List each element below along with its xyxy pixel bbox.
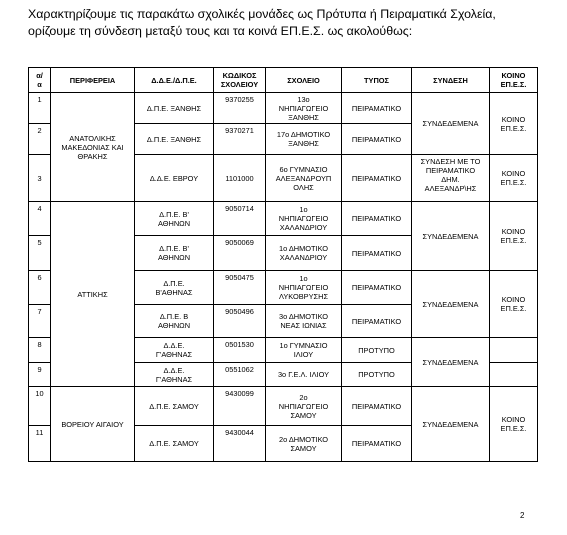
school-cell: 1ο ΝΗΠΙΑΓΩΓΕΙΟ ΛΥΚΟΒΡΥΣΗΣ: [266, 271, 342, 305]
code-cell: 9050496: [214, 305, 266, 338]
code-cell: 9370255: [214, 93, 266, 124]
common-cell: ΚΟΙΝΟ ΕΠ.Ε.Σ.: [490, 93, 538, 155]
row-aa: 10: [29, 387, 51, 426]
school-cell: 1ο ΝΗΠΙΑΓΩΓΕΙΟ ΧΑΛΑΝΔΡΙΟΥ: [266, 202, 342, 236]
school-cell: 3ο Γ.Ε.Λ. ΙΛΙΟΥ: [266, 363, 342, 387]
row-aa: 2: [29, 124, 51, 155]
type-cell: ΠΕΙΡΑΜΑΤΙΚΟ: [342, 202, 412, 236]
dde-cell: Δ.Π.Ε. Β'ΑΘΗΝΑΣ: [135, 271, 214, 305]
row-aa: 11: [29, 426, 51, 462]
header-code: ΚΩΔΙΚΟΣ ΣΧΟΛΕΙΟΥ: [214, 68, 266, 93]
code-cell: 1101000: [214, 155, 266, 202]
row-aa: 4: [29, 202, 51, 236]
header-type: ΤΥΠΟΣ: [342, 68, 412, 93]
region-cell-aigaio: ΒΟΡΕΙΟΥ ΑΙΓΑΙΟΥ: [51, 387, 135, 462]
code-cell: 9430044: [214, 426, 266, 462]
link-cell: ΣΥΝΔΕΔΕΜΕΝΑ: [412, 338, 490, 387]
table-row: [29, 387, 538, 426]
type-cell: ΠΡΟΤΥΠΟ: [342, 363, 412, 387]
header-dde: Δ.Δ.Ε./Δ.Π.Ε.: [135, 68, 214, 93]
row-aa: 3: [29, 155, 51, 202]
row-aa: 6: [29, 271, 51, 305]
schools-table: [28, 67, 538, 462]
school-cell: 1ο ΔΗΜΟΤΙΚΟ ΧΑΛΑΝΔΡΙΟΥ: [266, 236, 342, 271]
dde-cell: Δ.Π.Ε. Β' ΑΘΗΝΩΝ: [135, 202, 214, 236]
dde-cell: Δ.Δ.Ε. ΕΒΡΟΥ: [135, 155, 214, 202]
dde-cell: Δ.Π.Ε. Β ΑΘΗΝΩΝ: [135, 305, 214, 338]
table-row: [29, 93, 538, 124]
common-cell: ΚΟΙΝΟ ΕΠ.Ε.Σ.: [490, 387, 538, 462]
dde-cell: Δ.Π.Ε. Β' ΑΘΗΝΩΝ: [135, 236, 214, 271]
type-cell: ΠΕΙΡΑΜΑΤΙΚΟ: [342, 124, 412, 155]
code-cell: 9370271: [214, 124, 266, 155]
school-cell: 3ο ΔΗΜΟΤΙΚΟ ΝΕΑΣ ΙΩΝΙΑΣ: [266, 305, 342, 338]
type-cell: ΠΕΙΡΑΜΑΤΙΚΟ: [342, 93, 412, 124]
type-cell: ΠΕΙΡΑΜΑΤΙΚΟ: [342, 271, 412, 305]
region-cell-attiki: ΑΤΤΙΚΗΣ: [51, 202, 135, 387]
school-cell: 2ο ΝΗΠΙΑΓΩΓΕΙΟ ΣΑΜΟΥ: [266, 387, 342, 426]
common-cell: ΚΟΙΝΟ ΕΠ.Ε.Σ.: [490, 271, 538, 338]
type-cell: ΠΡΟΤΥΠΟ: [342, 338, 412, 363]
code-cell: 9050475: [214, 271, 266, 305]
header-link: ΣΥΝΔΕΣΗ: [412, 68, 490, 93]
region-cell-macedonia: ΑΝΑΤΟΛΙΚΗΣ ΜΑΚΕΔΟΝΙΑΣ ΚΑΙ ΘΡΑΚΗΣ: [51, 93, 135, 202]
dde-cell: Δ.Π.Ε. ΣΑΜΟΥ: [135, 387, 214, 426]
link-cell: ΣΥΝΔΕΔΕΜΕΝΑ: [412, 387, 490, 462]
intro-text: [28, 6, 548, 40]
row-aa: 9: [29, 363, 51, 387]
code-cell: 0501530: [214, 338, 266, 363]
school-cell: 17ο ΔΗΜΟΤΙΚΟ ΞΑΝΘΗΣ: [266, 124, 342, 155]
school-cell: 2ο ΔΗΜΟΤΙΚΟ ΣΑΜΟΥ: [266, 426, 342, 462]
code-cell: 0551062: [214, 363, 266, 387]
header-row: [29, 68, 538, 93]
code-cell: 9430099: [214, 387, 266, 426]
common-cell: ΚΟΙΝΟ ΕΠ.Ε.Σ.: [490, 155, 538, 202]
row-aa: 1: [29, 93, 51, 124]
header-aa: α/ α: [29, 68, 51, 93]
link-cell: ΣΥΝΔΕΣΗ ΜΕ ΤΟ ΠΕΙΡΑΜΑΤΙΚΟ ΔΗΜ. ΑΛΕΞΑΝΔΡ\ΗΣ: [412, 155, 490, 202]
header-school: ΣΧΟΛΕΙΟ: [266, 68, 342, 93]
header-region: ΠΕΡΙΦΕΡΕΙΑ: [51, 68, 135, 93]
dde-cell: Δ.Π.Ε. ΞΑΝΘΗΣ: [135, 124, 214, 155]
dde-cell: Δ.Δ.Ε. Γ'ΑΘΗΝΑΣ: [135, 363, 214, 387]
type-cell: ΠΕΙΡΑΜΑΤΙΚΟ: [342, 387, 412, 426]
link-cell: ΣΥΝΔΕΔΕΜΕΝΑ: [412, 93, 490, 155]
intro-line-2: ορίζουμε τη σύνδεση μεταξύ τους και τα κοινά ΕΠ.Ε.Σ. ως ακολούθως:: [28, 24, 413, 38]
dde-cell: Δ.Π.Ε. ΣΑΜΟΥ: [135, 426, 214, 462]
common-cell-empty: [490, 338, 538, 363]
type-cell: ΠΕΙΡΑΜΑΤΙΚΟ: [342, 236, 412, 271]
row-aa: 5: [29, 236, 51, 271]
school-cell: 1ο ΓΥΜΝΑΣΙΟ ΙΛΙΟΥ: [266, 338, 342, 363]
link-cell: ΣΥΝΔΕΔΕΜΕΝΑ: [412, 202, 490, 271]
type-cell: ΠΕΙΡΑΜΑΤΙΚΟ: [342, 305, 412, 338]
type-cell: ΠΕΙΡΑΜΑΤΙΚΟ: [342, 155, 412, 202]
link-cell: ΣΥΝΔΕΔΕΜΕΝΑ: [412, 271, 490, 338]
header-common: ΚΟΙΝΟ ΕΠ.Ε.Σ.: [490, 68, 538, 93]
school-cell: 13ο ΝΗΠΙΑΓΩΓΕΙΟ ΞΑΝΘΗΣ: [266, 93, 342, 124]
dde-cell: Δ.Π.Ε. ΞΑΝΘΗΣ: [135, 93, 214, 124]
common-cell-empty: [490, 363, 538, 387]
type-cell: ΠΕΙΡΑΜΑΤΙΚΟ: [342, 426, 412, 462]
school-cell: 6ο ΓΥΜΝΑΣΙΟ ΑΛΕΞΑΝΔΡΟΥΠ ΟΛΗΣ: [266, 155, 342, 202]
intro-line-1: Χαρακτηρίζουμε τις παρακάτω σχολικές μονάδες ως Πρότυπα ή Πειραματικά Σχολεία,: [28, 7, 496, 21]
page-number: 2: [520, 511, 525, 520]
row-aa: 8: [29, 338, 51, 363]
code-cell: 9050069: [214, 236, 266, 271]
table-row: [29, 202, 538, 236]
row-aa: 7: [29, 305, 51, 338]
common-cell: ΚΟΙΝΟ ΕΠ.Ε.Σ.: [490, 202, 538, 271]
code-cell: 9050714: [214, 202, 266, 236]
dde-cell: Δ.Δ.Ε. Γ'ΑΘΗΝΑΣ: [135, 338, 214, 363]
